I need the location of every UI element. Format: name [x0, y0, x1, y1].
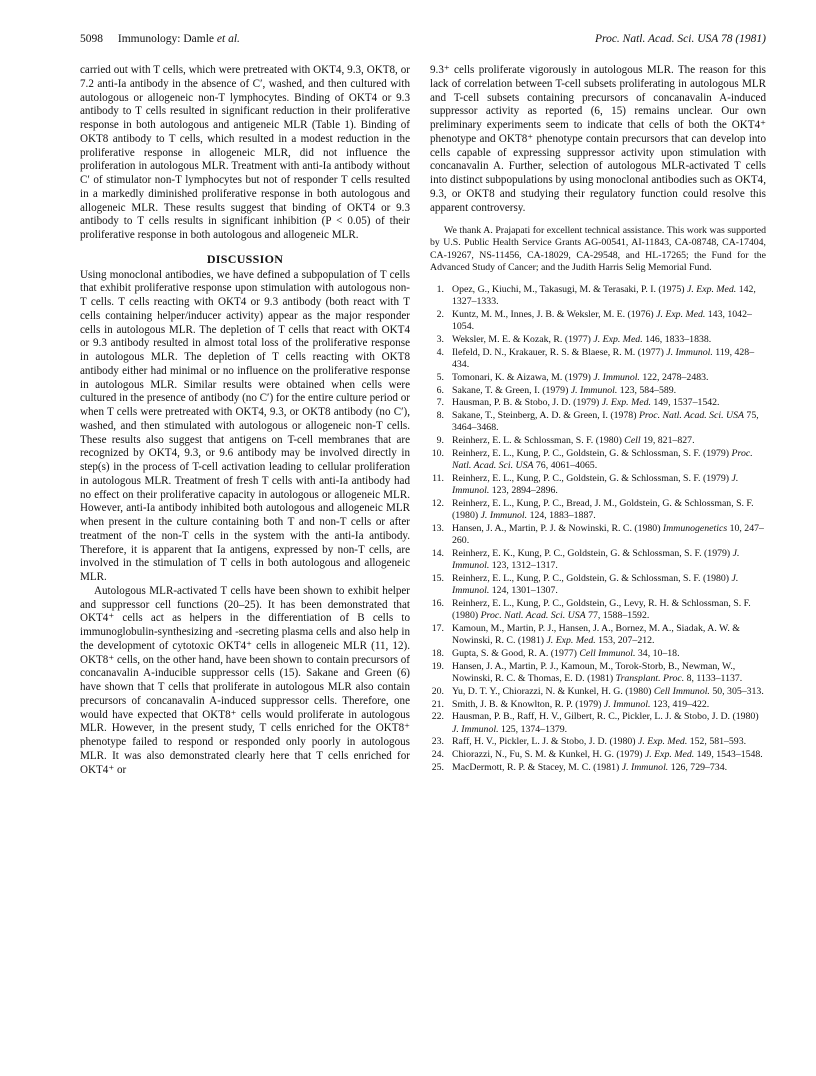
reference-authors: Reinherz, E. L., Kung, P. C., Goldstein, G. & Schlossman, S. F. (1979) [452, 473, 730, 485]
reference-number: 8. [436, 410, 444, 422]
reference-authors: Kuntz, M. M., Innes, J. B. & Weksler, M. E. (1976) [452, 309, 654, 321]
reference-item [430, 347, 766, 371]
reference-item [430, 334, 766, 346]
reference-authors: MacDermott, R. P. & Stacey, M. C. (1981) [452, 762, 620, 774]
reference-authors: Hausman, P. B., Raff, H. V., Gilbert, R. C., Pickler, L. J. & Stobo, J. D. (1980) [452, 711, 759, 723]
reference-journal: J. Exp. Med. [687, 284, 737, 296]
reference-number: 15. [431, 573, 444, 585]
reference-citation: 19, 821–827. [643, 435, 695, 447]
header-left [80, 33, 240, 45]
reference-journal: J. Exp. Med. [638, 736, 688, 748]
reference-citation: 123, 419–422. [652, 698, 710, 710]
reference-journal: Proc. Natl. Acad. Sci. USA [480, 610, 586, 622]
reference-item [430, 661, 766, 685]
reference-journal: Cell [624, 435, 641, 447]
reference-journal: J. Exp. Med. [644, 749, 695, 761]
page-number: 5098 [80, 33, 103, 45]
reference-citation: 153, 207–212. [598, 635, 655, 647]
reference-item [430, 762, 766, 774]
reference-citation: 126, 729–734. [670, 762, 728, 774]
reference-authors: Opez, G., Kiuchi, M., Takasugi, M. & Terasaki, P. I. (1975) [452, 284, 685, 296]
reference-number: 6. [436, 384, 444, 396]
reference-journal: J. Immunol. [593, 371, 640, 383]
reference-number: 7. [436, 397, 444, 409]
reference-citation: 34, 10–18. [637, 648, 680, 660]
reference-number: 10. [431, 448, 444, 460]
reference-journal: Immunogenetics [662, 523, 728, 535]
reference-citation: 8, 1133–1137. [686, 673, 743, 685]
reference-item [430, 410, 766, 434]
reference-journal: J. Immunol. [452, 573, 739, 597]
reference-item [430, 699, 766, 711]
reference-journal: J. Immunol. [603, 698, 651, 710]
reference-citation: 76, 4061–4065. [535, 460, 598, 472]
reference-authors: Hansen, J. A., Martin, P. J. & Nowinski, R. C. (1980) [452, 523, 661, 535]
reference-number: 18. [431, 648, 444, 660]
reference-number: 2. [436, 309, 444, 321]
reference-journal: J. Exp. Med. [656, 309, 706, 321]
left-column [80, 64, 410, 777]
running-title-etal: et al. [216, 33, 240, 45]
reference-authors: Reinherz, E. K., Kung, P. C., Goldstein, G. & Schlossman, S. F. (1979) [452, 548, 731, 560]
reference-journal: J. Immunol. [621, 762, 669, 774]
reference-citation: 119, 428–434. [452, 346, 755, 371]
journal-citation: Proc. Natl. Acad. Sci. USA 78 (1981) [595, 33, 766, 45]
reference-journal: J. Exp. Med. [601, 397, 651, 409]
reference-authors: Kamoun, M., Martin, P. J., Hansen, J. A., Bornez, M. A., Siadak, A. W. & Nowinski, R. C. (1981) [452, 623, 740, 647]
reference-number: 25. [431, 762, 444, 774]
reference-authors: Weksler, M. E. & Kozak, R. (1977) [452, 334, 591, 346]
reference-citation: 75, 3464–3468. [452, 410, 759, 434]
reference-number: 3. [436, 334, 444, 346]
reference-number: 9. [436, 435, 444, 447]
reference-item [430, 473, 766, 497]
reference-number: 13. [431, 523, 444, 535]
reference-number: 17. [431, 623, 444, 635]
reference-list [430, 284, 766, 774]
running-title: Immunology: Damle [117, 33, 215, 45]
results-paragraph: carried out with T cells, which were pretreated with OKT4, 9.3, OKT8, or 7.2 anti-Ia antibody in the absence of C′, washed, and then cultured with autologous or allogeneic non-T lymphocytes. Binding of OKT4 or 9.3 antibody to T cells resulted in significant reduction in their proliferative response in both autologous and antigeneic MLR (Table 1). Binding of OKT8 antibody to T cells, which resulted in a modest reduction in the proliferative response in allogeneic MLR, did not influence the proliferation in autologous MLR. Treatment with anti-Ia antibody without C′ of stimulator non-T lymphocytes but not of responder T cells resulted in a markedly diminished proliferative response in both autologous and allogeneic MLR. These results suggest that binding of OKT4 or 9.3 antibody to T cells results in significant inhibition (P < 0.05) of their proliferative response in both autologous and allogeneic MLR. [80, 64, 410, 241]
reference-item [430, 648, 766, 660]
reference-item [430, 598, 766, 622]
reference-number: 4. [436, 346, 444, 358]
reference-authors: Raff, H. V., Pickler, L. J. & Stobo, J. D. (1980) [452, 736, 636, 748]
reference-item [430, 548, 766, 572]
reference-authors: Hausman, P. B. & Stobo, J. D. (1979) [452, 397, 600, 409]
page-header [80, 33, 766, 49]
reference-item [430, 309, 766, 333]
reference-item [430, 523, 766, 547]
discussion-heading: DISCUSSION [206, 251, 284, 266]
reference-item [430, 284, 766, 308]
right-column [430, 64, 766, 775]
reference-journal: Cell Immunol. [653, 685, 710, 697]
reference-citation: 146, 1833–1838. [645, 334, 712, 346]
reference-item [430, 711, 766, 735]
reference-number: 20. [431, 685, 444, 697]
reference-item [430, 435, 766, 447]
reference-authors: Reinherz, E. L., Kung, P. C., Goldstein, G. & Schlossman, S. F. (1979) [452, 448, 730, 460]
reference-number: 24. [431, 749, 444, 761]
reference-journal: J. Immunol. [480, 510, 528, 522]
reference-journal: J. Immunol. [666, 346, 713, 358]
reference-authors: Sakane, T., Steinberg, A. D. & Green, I. (1978) [452, 410, 637, 422]
reference-number: 12. [431, 498, 444, 510]
reference-authors: Ilefeld, D. N., Krakauer, R. S. & Blaese, R. M. (1977) [452, 346, 664, 358]
reference-item [430, 749, 766, 761]
reference-citation: 124, 1301–1307. [491, 585, 558, 597]
reference-item [430, 736, 766, 748]
reference-journal: J. Exp. Med. [593, 334, 643, 346]
reference-journal: Proc. Natl. Acad. Sci. USA [452, 448, 753, 472]
discussion-paragraph-1: Using monoclonal antibodies, we have defined a subpopulation of T cells that exhibit proliferative response upon stimulation with autologous non-T cells. T cells reacting with OKT4 or 9.3 antibody (both react with T cells containing helper/inducer activity) appear as the major responder cells in autologous MLR. The depletion of T cells that react with OKT4 or 9.3 antibody resulted in almost total loss of the proliferative response in autologous MLR. The depletion of T cells reacting with OKT8 antibody either had minimal or no influence on the proliferative response in autologous MLR. Similar results were obtained when cells were cultured in the presence of antibody (no C′) for the entire culture period or when T cells were pretreated with OKT4, 9.3, or OKT8 antibody (no C′), washed, and then stimulated with autologous or allogeneic non-T cells. These results also suggest that antigens on T-cell membranes that are recognized by OKT4, 9.3, or 9.6 antibody may be involved directly in step(s) in the process of T-cell activation leading to cellular proliferation in autologous MLR. Treatment of fresh T cells with anti-Ia antibody had no effect on their proliferative capacity in autologous or allogeneic MLR. However, anti-Ia antibody inhibited both autologous and allogeneic MLR when present in the culture containing both T and non-T cells or after treatment of the non-T cells in the system with the anti-Ia antibody. Therefore, it is apparent that Ia antigens, expressed by non-T cells, are involved in the stimulation of T cells in both autologous and allogeneic MLR. [80, 268, 410, 583]
reference-citation: 149, 1543–1548. [696, 749, 763, 761]
reference-journal: J. Immunol. [452, 473, 739, 497]
reference-citation: 123, 584–589. [619, 384, 677, 396]
reference-item [430, 397, 766, 409]
reference-authors: Reinherz, E. L., Kung, P. C., Goldstein, G., Levy, R. H. & Schlossman, S. F. (1980) [452, 598, 751, 622]
reference-authors: Reinherz, E. L., Kung, P. C., Goldstein, G. & Schlossman, S. F. (1980) [452, 573, 730, 585]
reference-citation: 124, 1883–1887. [529, 510, 596, 522]
reference-authors: Hansen, J. A., Martin, P. J., Kamoun, M., Torok-Storb, B., Newman, W., Nowinski, R. C. & Thomas, E. D. (1981) [452, 660, 736, 685]
reference-journal: J. Immunol. [570, 384, 618, 396]
reference-citation: 142, 1327–1333. [452, 284, 756, 308]
reference-item [430, 372, 766, 384]
reference-item [430, 573, 766, 597]
reference-authors: Gupta, S. & Good, R. A. (1977) [452, 648, 577, 660]
reference-journal: J. Immunol. [452, 723, 499, 735]
reference-journal: J. Exp. Med. [546, 635, 596, 647]
reference-journal: Transplant. Proc. [615, 673, 685, 685]
reference-number: 14. [431, 548, 444, 560]
reference-item [430, 448, 766, 472]
reference-authors: Smith, J. B. & Knowlton, R. P. (1979) [452, 698, 602, 710]
reference-number: 23. [431, 736, 444, 748]
reference-citation: 10, 247–260. [452, 523, 764, 547]
reference-citation: 50, 305–313. [712, 685, 764, 697]
reference-authors: Yu, D. T. Y., Chiorazzi, N. & Kunkel, H. G. (1980) [452, 685, 652, 697]
reference-citation: 143, 1042–1054. [452, 309, 752, 333]
reference-citation: 152, 581–593. [689, 736, 747, 748]
reference-item [430, 623, 766, 647]
reference-citation: 123, 1312–1317. [491, 560, 558, 572]
reference-number: 21. [431, 698, 444, 710]
reference-authors: Chiorazzi, N., Fu, S. M. & Kunkel, H. G. (1979) [452, 749, 643, 761]
reference-citation: 77, 1588–1592. [588, 610, 650, 622]
reference-authors: Reinherz, E. L. & Schlossman, S. F. (1980) [452, 435, 622, 447]
reference-journal: J. Immunol. [452, 548, 740, 572]
discussion-paragraph-3: 9.3⁺ cells proliferate vigorously in autologous MLR. The reason for this lack of correlation between T-cell subsets proliferating in autologous MLR and T-cell subsets containing precursors of concanavalin A-induced suppressor activity as reported (6, 15) remains unclear. Our own preliminary experiments seem to indicate that cells of both the OKT4⁺ phenotype and OKT8⁺ phenotype contain precursors that can develop into cells capable of expressing suppressor activity upon stimulation with concanavalin A. Further, selection of autologous MLR-activated T cells into distinct subpopulations by using monoclonal antibodies such as OKT4, 9.3, or OKT8 and studying their regulatory function could resolve this apparent controversy. [430, 64, 766, 214]
reference-citation: 149, 1537–1542. [653, 397, 720, 409]
reference-journal: Cell Immunol. [579, 648, 636, 660]
reference-authors: Sakane, T. & Green, I. (1979) [452, 384, 569, 396]
reference-citation: 125, 1374–1379. [500, 723, 568, 735]
reference-number: 22. [431, 711, 444, 723]
reference-number: 5. [436, 371, 444, 383]
reference-citation: 122, 2478–2483. [642, 371, 709, 383]
reference-number: 11. [432, 473, 444, 485]
reference-item [430, 385, 766, 397]
reference-number: 1. [436, 284, 444, 296]
reference-authors: Tomonari, K. & Aizawa, M. (1979) [452, 371, 591, 383]
reference-authors: Reinherz, E. L., Kung, P. C., Bread, J. M., Goldstein, G. & Schlossman, S. F. (1980) [452, 498, 754, 522]
reference-number: 19. [431, 660, 444, 672]
reference-item [430, 686, 766, 698]
reference-number: 16. [431, 598, 444, 610]
reference-item [430, 498, 766, 522]
acknowledgment: We thank A. Prajapati for excellent technical assistance. This work was supported by U.S. Public Health Service Grants AG-00541, AI-11843, CA-08748, CA-17404, CA-19267, NS-11456, CA-18029, CA-29548, and HL-17265; the Fund for the Advanced Study of Cancer; and the Judith Harris Selig Memorial Fund. [430, 225, 766, 273]
discussion-paragraph-2: Autologous MLR-activated T cells have been shown to exhibit helper and suppressor cell functions (20–25). It has been demonstrated that OKT4⁺ cells act as helpers in the differentiation of B cells to immunoglobulin-synthesizing and -secreting plasma cells and also help in the development of cytotoxic OKT4⁺ cells in allogeneic MLR (11, 12). OKT8⁺ cells, on the other hand, have been shown to contain precursors of concanavalin A-inducible suppressor cells (15). Sakane and Green (6) have shown that T cells that proliferate in autologous MLR also contain precursors of concanavalin A-induced suppressor cells. Therefore, one would have expected that OKT8⁺ cells would proliferate in autologous MLR. However, in the present study, T cells enriched for the OKT8⁺ phenotype failed to respond or responded only poorly in autologous MLR. It was also demonstrated clearly here that T cells enriched for OKT4⁺ or [80, 584, 410, 776]
reference-citation: 123, 2894–2896. [491, 485, 558, 497]
reference-journal: Proc. Natl. Acad. Sci. USA [638, 410, 744, 422]
